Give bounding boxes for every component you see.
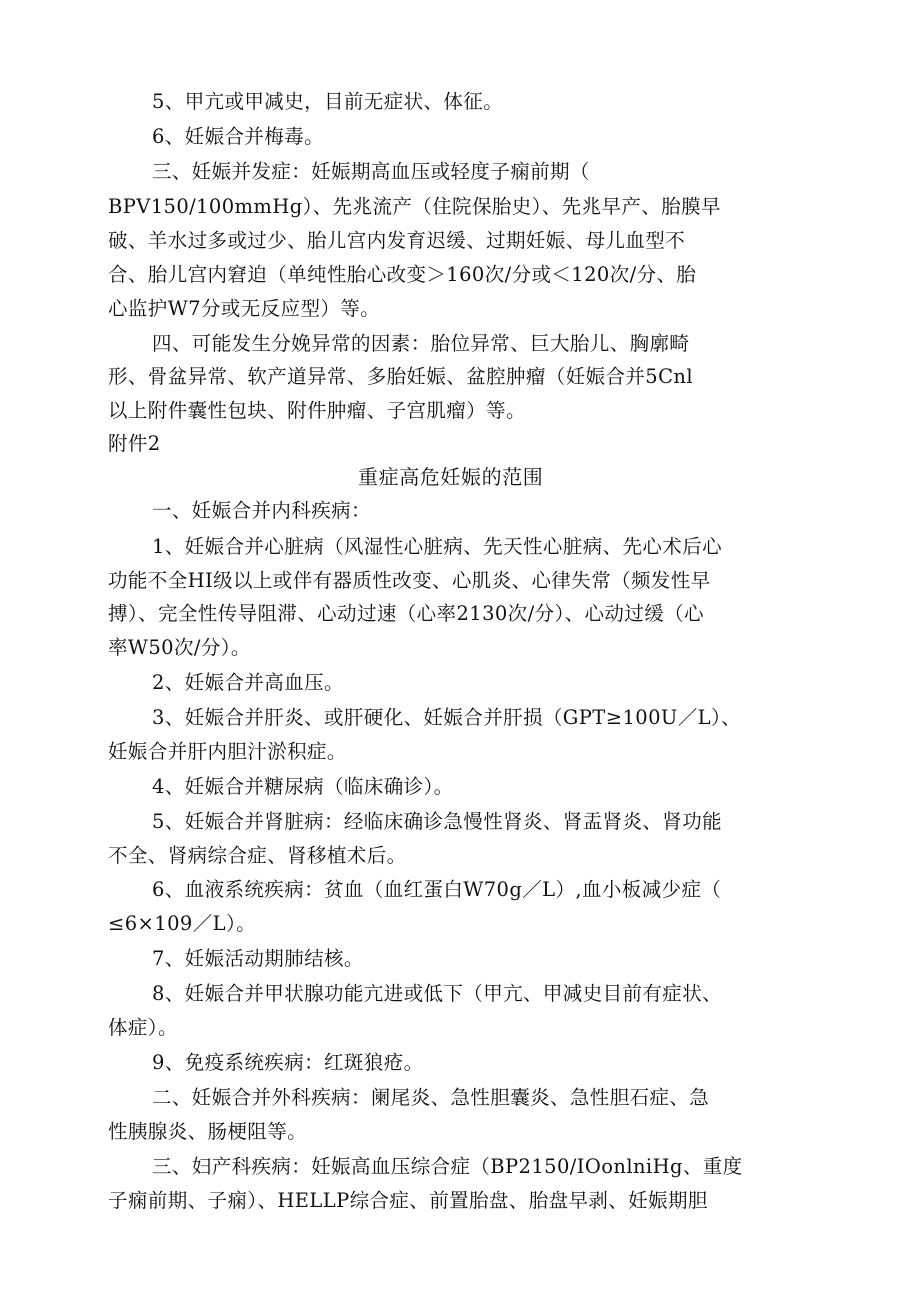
text-line: 功能不全HI级以上或伴有器质性改变、心肌炎、心律失常（频发性早 [108, 569, 711, 592]
text-line: 性胰腺炎、肠梗阻等。 [108, 1120, 308, 1143]
text-line: 8、妊娠合并甲状腺功能亢进或低下（甲亢、甲减史目前有症状、 [152, 982, 723, 1005]
text-line: 一、妊娠合并内科疾病： [152, 499, 371, 522]
text-line: 三、妇产科疾病：妊娠高血压综合症（BP2150/IOonlniHg、重度 [152, 1155, 743, 1178]
text-line: 3、妊娠合并肝炎、或肝硬化、妊娠合并肝损（GPT≥100U／L）、 [152, 706, 742, 729]
text-line: 不全、肾病综合症、肾移植术后。 [108, 844, 407, 867]
text-line: 2、妊娠合并高血压。 [152, 671, 344, 694]
text-line: 6、妊娠合并梅毒。 [152, 125, 325, 148]
text-line: 搏）、完全性传导阻滞、心动过速（心率2130次/分）、心动过缓（心 [108, 602, 704, 625]
text-line: 4、妊娠合并糖尿病（临床确诊）。 [152, 775, 454, 798]
text-line: 5、甲亢或甲减史，目前无症状、体征。 [152, 90, 504, 113]
text-line: 妊娠合并肝内胆汁淤积症。 [108, 740, 347, 763]
text-line: 9、免疫系统疾病：红斑狼疮。 [152, 1051, 424, 1074]
text-line: 心监护W7分或无反应型）等。 [108, 297, 381, 320]
text-line: 7、妊娠活动期肺结核。 [152, 947, 364, 970]
text-line: 三、妊娠并发症：妊娠期高血压或轻度子痫前期（ [152, 160, 590, 183]
text-line: 体症）。 [108, 1016, 178, 1039]
text-line: 以上附件囊性包块、附件肿瘤、子宫肌瘤）等。 [108, 399, 526, 422]
text-line: 5、妊娠合并肾脏病：经临床确诊急慢性肾炎、肾盂肾炎、肾功能 [152, 810, 723, 833]
text-line: 率W50次/分）。 [108, 636, 251, 659]
text-line: 1、妊娠合并心脏病（风湿性心脏病、先天性心脏病、先心术后心 [152, 535, 723, 558]
text-line: 破、羊水过多或过少、胎儿宫内发育迟缓、过期妊娠、母儿血型不 [108, 229, 686, 252]
attachment-label: 附件2 [108, 432, 161, 455]
text-line: 合、胎儿宫内窘迫（单纯性胎心改变＞160次/分或＜120次/分、胎 [108, 263, 697, 286]
text-line: 形、骨盆异常、软产道异常、多胎妊娠、盆腔肿瘤（妊娠合并5Cnl [108, 365, 694, 388]
text-line: 6、血液系统疾病：贫血（血红蛋白W70g／L）,血小板减少症（ [152, 878, 722, 901]
text-line: 四、可能发生分娩异常的因素：胎位异常、巨大胎儿、胸廓畸 [152, 332, 690, 355]
text-line: ≤6×109／L）。 [108, 912, 257, 935]
text-line: BPV150/100mmHg）、先兆流产（住院保胎史）、先兆早产、胎膜早 [108, 195, 721, 218]
text-line: 子痫前期、子痫）、HELLP综合症、前置胎盘、胎盘早剥、妊娠期胆 [108, 1189, 708, 1212]
text-line: 二、妊娠合并外科疾病：阑尾炎、急性胆囊炎、急性胆石症、急 [152, 1086, 710, 1109]
section-title: 重症高危妊娠的范围 [358, 465, 544, 489]
